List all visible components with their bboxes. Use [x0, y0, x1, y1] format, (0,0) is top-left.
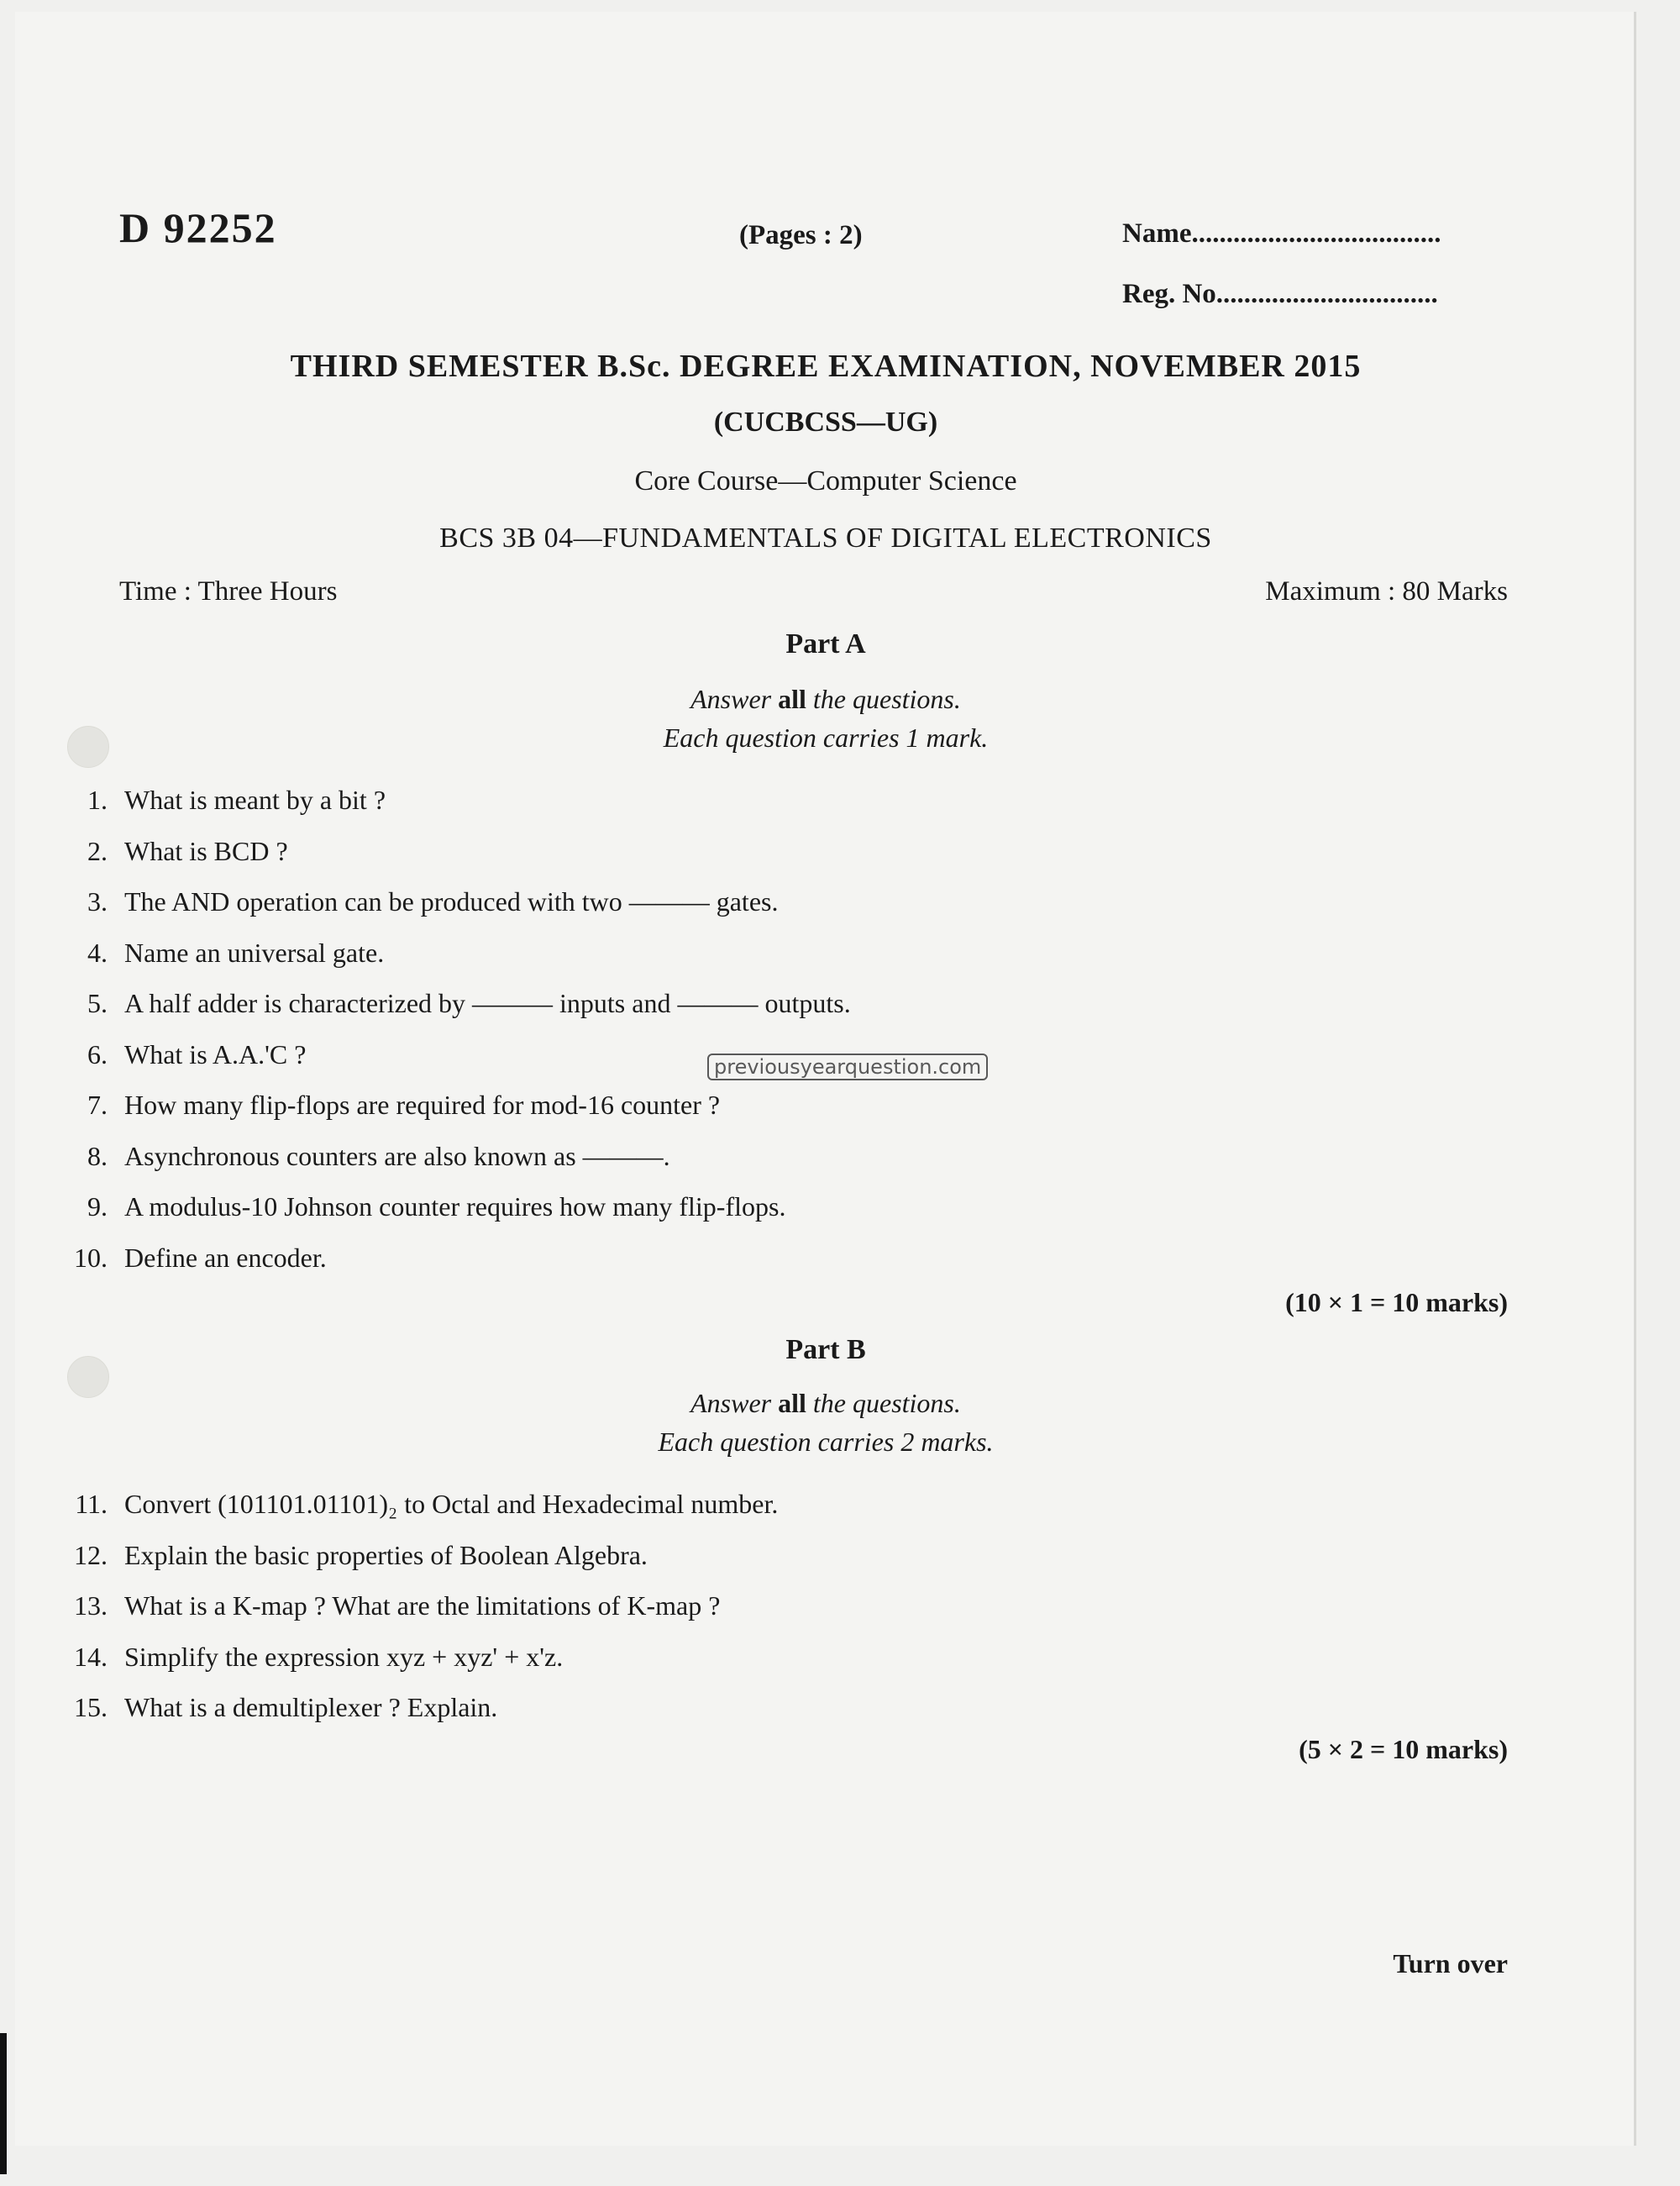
question-number: 13.: [74, 1590, 108, 1621]
question-text: What is a K-map ? What are the limitations of K-map ?: [124, 1590, 721, 1621]
question-item: [15, 1039, 306, 1070]
part-b-mark-note: Each question carries 2 marks.: [658, 1427, 994, 1457]
question-text: Define an encoder.: [124, 1242, 327, 1273]
part-a-mark-note: Each question carries 1 mark.: [663, 723, 989, 753]
exam-scheme: (CUCBCSS—UG): [713, 407, 938, 438]
part-a-instruction: [15, 684, 1636, 715]
question-text: What is a demultiplexer ? Explain.: [124, 1692, 498, 1722]
course-name: Core Course—Computer Science: [634, 465, 1017, 497]
question-item: [15, 1141, 670, 1172]
question-item: [15, 988, 851, 1019]
question-number: 7.: [87, 1090, 108, 1120]
part-b-instr-all: all: [778, 1388, 806, 1418]
question-text: Simplify the expression xyz + xyz' + x'z.: [124, 1641, 564, 1672]
question-item: [15, 836, 288, 867]
question-number: 3.: [87, 886, 108, 917]
question-text: What is A.A.'C ?: [124, 1038, 307, 1069]
part-a-instr-all: all: [778, 684, 806, 714]
question-text: Explain the basic properties of Boolean Algebra.: [124, 1539, 648, 1570]
question-text: Asynchronous counters are also known as ———.: [124, 1140, 670, 1171]
question-item: [15, 1540, 648, 1571]
part-a-marks: (10 × 1 = 10 marks): [1285, 1287, 1508, 1317]
question-number: 10.: [74, 1242, 108, 1273]
question-number: 14.: [74, 1641, 108, 1672]
question-item: [15, 785, 386, 816]
question-item: [15, 1642, 563, 1673]
question-item: [15, 886, 778, 917]
question-number: 11.: [75, 1489, 108, 1519]
question-text: A modulus-10 Johnson counter requires how many flip-flops.: [124, 1191, 786, 1222]
question-number: 1.: [87, 785, 108, 815]
question-number: 15.: [74, 1692, 108, 1722]
question-item: [15, 1090, 720, 1121]
paper-code: D 92252: [119, 204, 277, 251]
part-a-instr-post: the questions.: [806, 684, 961, 714]
maximum-marks: Maximum : 80 Marks: [1265, 576, 1508, 607]
question-number: 8.: [87, 1140, 108, 1171]
page-count: (Pages : 2): [739, 220, 863, 250]
question-text: A half adder is characterized by ——— inputs and ——— outputs.: [124, 988, 851, 1018]
question-item: [15, 1489, 778, 1520]
part-b-marks: (5 × 2 = 10 marks): [1299, 1734, 1508, 1764]
question-text: The AND operation can be produced with two ——— gates.: [124, 886, 779, 917]
question-text: What is meant by a bit ?: [124, 785, 386, 815]
question-item: [15, 1243, 327, 1274]
question-item: [15, 1191, 785, 1222]
part-b-instr-pre: Answer: [690, 1388, 779, 1418]
question-number: 4.: [87, 937, 108, 968]
question-number: 5.: [87, 988, 108, 1018]
exam-title: THIRD SEMESTER B.Sc. DEGREE EXAMINATION, NOVEMBER 2015: [290, 349, 1362, 384]
question-number: 6.: [87, 1038, 108, 1069]
question-number: 9.: [87, 1191, 108, 1222]
question-text: How many flip-flops are required for mod-16 counter ?: [124, 1090, 721, 1120]
name-field: Name....................................: [1122, 218, 1441, 249]
watermark-stamp: previousyearquestion.com: [707, 1054, 988, 1080]
question-item: [15, 1692, 497, 1723]
part-b-heading: Part B: [785, 1334, 866, 1365]
turn-over-note: Turn over: [1393, 1948, 1508, 1978]
question-number: 2.: [87, 835, 108, 866]
question-number: 12.: [74, 1539, 108, 1570]
question-item: [15, 1590, 720, 1621]
part-a-heading: Part A: [785, 628, 866, 659]
punch-hole-bottom: [67, 1356, 109, 1398]
punch-hole-top: [67, 726, 109, 768]
question-text: Convert (101101.01101)₂ to Octal and Hexadecimal number.: [124, 1489, 779, 1519]
time-allowed: Time : Three Hours: [119, 576, 338, 607]
exam-page: [15, 12, 1636, 2146]
part-a-instr-pre: Answer: [690, 684, 779, 714]
part-b-instruction: [15, 1388, 1636, 1419]
question-text: Name an universal gate.: [124, 937, 385, 968]
reg-no-field: Reg. No................................: [1122, 279, 1438, 309]
part-b-instr-post: the questions.: [806, 1388, 961, 1418]
question-text: What is BCD ?: [124, 835, 288, 866]
paper-title: BCS 3B 04—FUNDAMENTALS OF DIGITAL ELECTRONICS: [439, 523, 1212, 554]
question-item: [15, 938, 384, 969]
scan-edge: [0, 2033, 7, 2174]
